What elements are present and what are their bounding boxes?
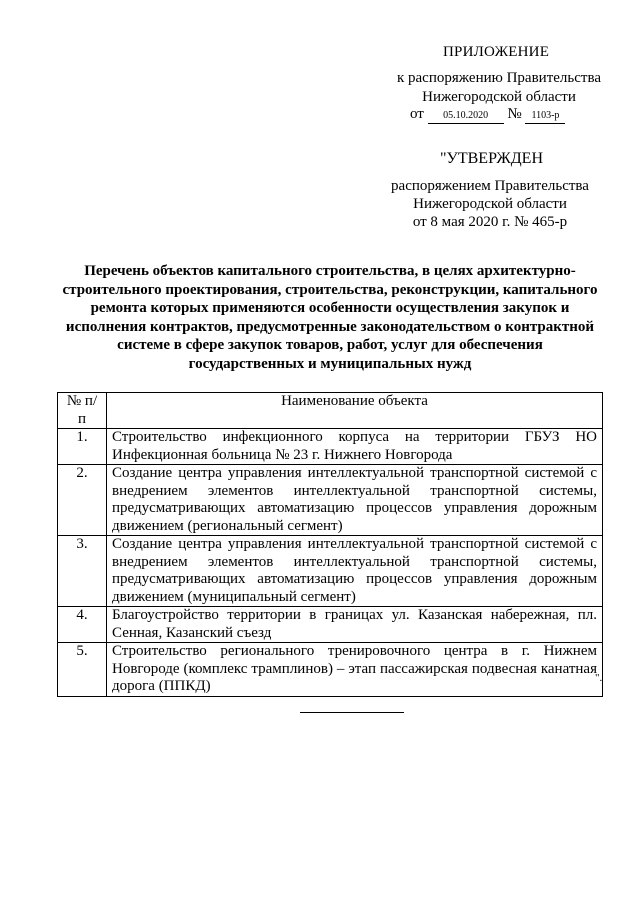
document-heading: Перечень объектов капитального строительства, в целях архитектурно-строительного проектирования, строительства, реконструкции, капитального ремонта которых применяются особенности осуществления закупок и исполнения контрактов, предусмотренные законодательством о контрактной системе в сфере закупок товаров, работ, услуг для обеспечения государственных и муниципальных нужд: [62, 263, 598, 372]
annex-line-1: к распоряжению Правительства: [396, 70, 601, 86]
table-header-row: [58, 393, 603, 429]
approved-line-3: от 8 мая 2020 г. № 465-р: [412, 214, 568, 230]
row-name: Создание центра управления интеллектуальной транспортной системой с внедрением элементов интеллектуальной транспортной системы, предусматривающих автоматизацию процессов управления дорожным движением (региональный сегмент): [107, 465, 603, 536]
row-name: Создание центра управления интеллектуальной транспортной системой с внедрением элементов интеллектуальной транспортной системы, предусматривающих автоматизацию процессов управления дорожным движением (муниципальный сегмент): [107, 536, 603, 607]
row-num: 3.: [58, 536, 107, 607]
table-row: [58, 465, 603, 536]
annex-number: 1103-р: [525, 109, 565, 124]
closing-quote: ".: [595, 672, 603, 684]
table-row: [58, 607, 603, 643]
annex-title: ПРИЛОЖЕНИЕ: [443, 44, 550, 60]
header-num: № п/п: [58, 393, 107, 429]
row-num: 2.: [58, 465, 107, 536]
approved-line-2: Нижегородской области: [413, 196, 567, 212]
annex-date-row: [410, 106, 610, 124]
row-name: Благоустройство территории в границах ул. Казанская набережная, пл. Сенная, Казанский съезд: [107, 607, 603, 643]
number-label: №: [507, 106, 522, 122]
annex-date: 05.10.2020: [428, 109, 504, 124]
approved-title: "УТВЕРЖДЕН: [440, 150, 543, 167]
from-label: от: [410, 106, 424, 122]
row-name: Строительство регионального тренировочного центра в г. Нижнем Новгороде (комплекс трамплинов) – этап пассажирская подвесная канатная дорога (ППКД): [107, 643, 603, 697]
row-num: 4.: [58, 607, 107, 643]
table-row: [58, 429, 603, 465]
approved-line-1: распоряжением Правительства: [391, 178, 589, 194]
separator-line: [300, 712, 404, 713]
header-name: Наименование объекта: [107, 393, 603, 429]
row-name: Строительство инфекционного корпуса на территории ГБУЗ НО Инфекционная больница № 23 г. Нижнего Новгорода: [107, 429, 603, 465]
row-num: 1.: [58, 429, 107, 465]
annex-line-2: Нижегородской области: [422, 89, 576, 105]
row-num: 5.: [58, 643, 107, 697]
table-row: [58, 536, 603, 607]
table-row: [58, 643, 603, 697]
objects-table: [57, 392, 603, 697]
